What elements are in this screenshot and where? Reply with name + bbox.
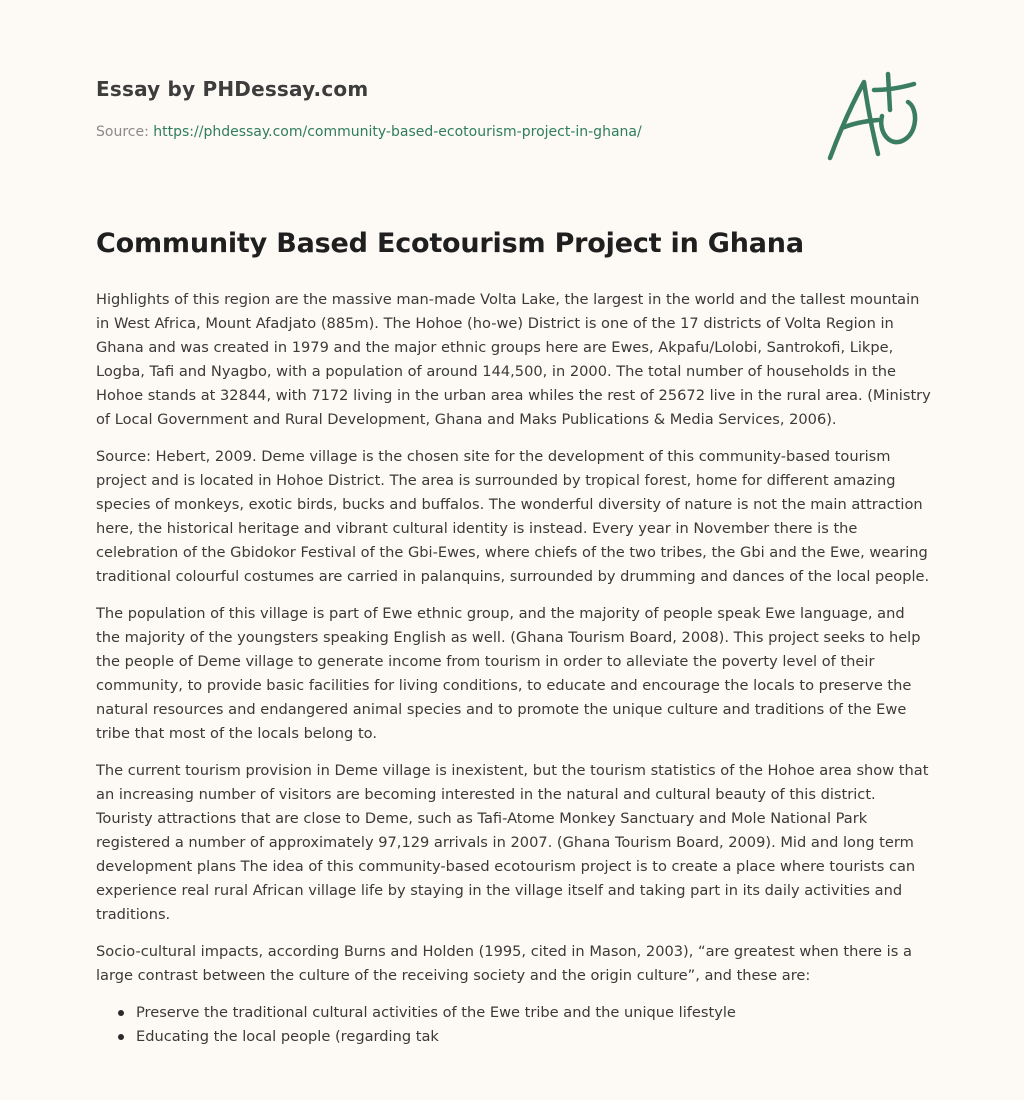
essay-paragraph: Source: Hebert, 2009. Deme village is the chosen site for the development of this community-based tourism project and is located in Hohoe District. The area is surrounded by tropical forest, home for different amazing species of monkeys, exotic birds, bucks and buffalos. The wonderful diversity of nature is not the main attraction here, the historical heritage and vibrant cultural identity is instead. Every year in November there is the celebration of the Gbidokor Festival of the Gbi-Ewes, where chiefs of the two tribes, the Gbi and the Ewe, wearing traditional colourful costumes are carried in palanquins, surrounded by drumming and dances of the local people. [96, 448, 930, 585]
source-label: Source: [96, 124, 154, 140]
essay-bullet-list [96, 1001, 932, 1049]
a-plus-grade-logo [820, 66, 930, 166]
list-item: Educating the local people (regarding tak [118, 1025, 932, 1049]
essay-title: Community Based Ecotourism Project in Ghana [96, 228, 804, 259]
essay-article [96, 222, 932, 1049]
essay-header [96, 74, 816, 142]
essay-paragraph: The population of this village is part of Ewe ethnic group, and the majority of people speak Ewe language, and the majority of the youngsters speaking English as well. (Ghana Tourism Board, 2008). This project seeks to help the people of Deme village to generate income from tourism in order to alleviate the poverty level of their community, to provide basic facilities for living conditions, to educate and encourage the locals to preserve the natural resources and endangered animal species and to promote the unique culture and traditions of the Ewe tribe that most of the locals belong to. [96, 605, 921, 742]
source-link[interactable]: https://phdessay.com/community-based-ecotourism-project-in-ghana/ [153, 124, 642, 140]
source-line [96, 122, 816, 142]
site-brand: Essay by PHDessay.com [96, 77, 369, 101]
essay-paragraph: Socio-cultural impacts, according Burns and Holden (1995, cited in Mason, 2003), “are greatest when there is a large contrast between the culture of the receiving society and the origin culture”, and these are: [96, 943, 912, 984]
a-plus-logo-icon [820, 66, 930, 166]
essay-paragraph: The current tourism provision in Deme village is inexistent, but the tourism statistics of the Hohoe area show that an increasing number of visitors are becoming interested in the natural and cultural beauty of this district. Touristy attractions that are close to Deme, such as Tafi-Atome Monkey Sanctuary and Mole National Park registered a number of approximately 97,129 arrivals in 2007. (Ghana Tourism Board, 2009). Mid and long term development plans The idea of this community-based ecotourism project is to create a place where tourists can experience real rural African village life by staying in the village itself and taking part in its daily activities and traditions. [96, 762, 929, 923]
list-item: Preserve the traditional cultural activities of the Ewe tribe and the unique lifestyle [118, 1001, 932, 1025]
essay-paragraph: Highlights of this region are the massive man-made Volta Lake, the largest in the world and the tallest mountain in West Africa, Mount Afadjato (885m). The Hohoe (ho-we) District is one of the 17 districts of Volta Region in Ghana and was created in 1979 and the major ethnic groups here are Ewes, Akpafu/Lolobi, Santrokofi, Likpe, Logba, Tafi and Nyagbo, with a population of around 144,500, in 2000. The total number of households in the Hohoe stands at 32844, with 7172 living in the urban area whiles the rest of 25672 live in the rural area. (Ministry of Local Government and Rural Development, Ghana and Maks Publications & Media Services, 2006). [96, 291, 931, 428]
